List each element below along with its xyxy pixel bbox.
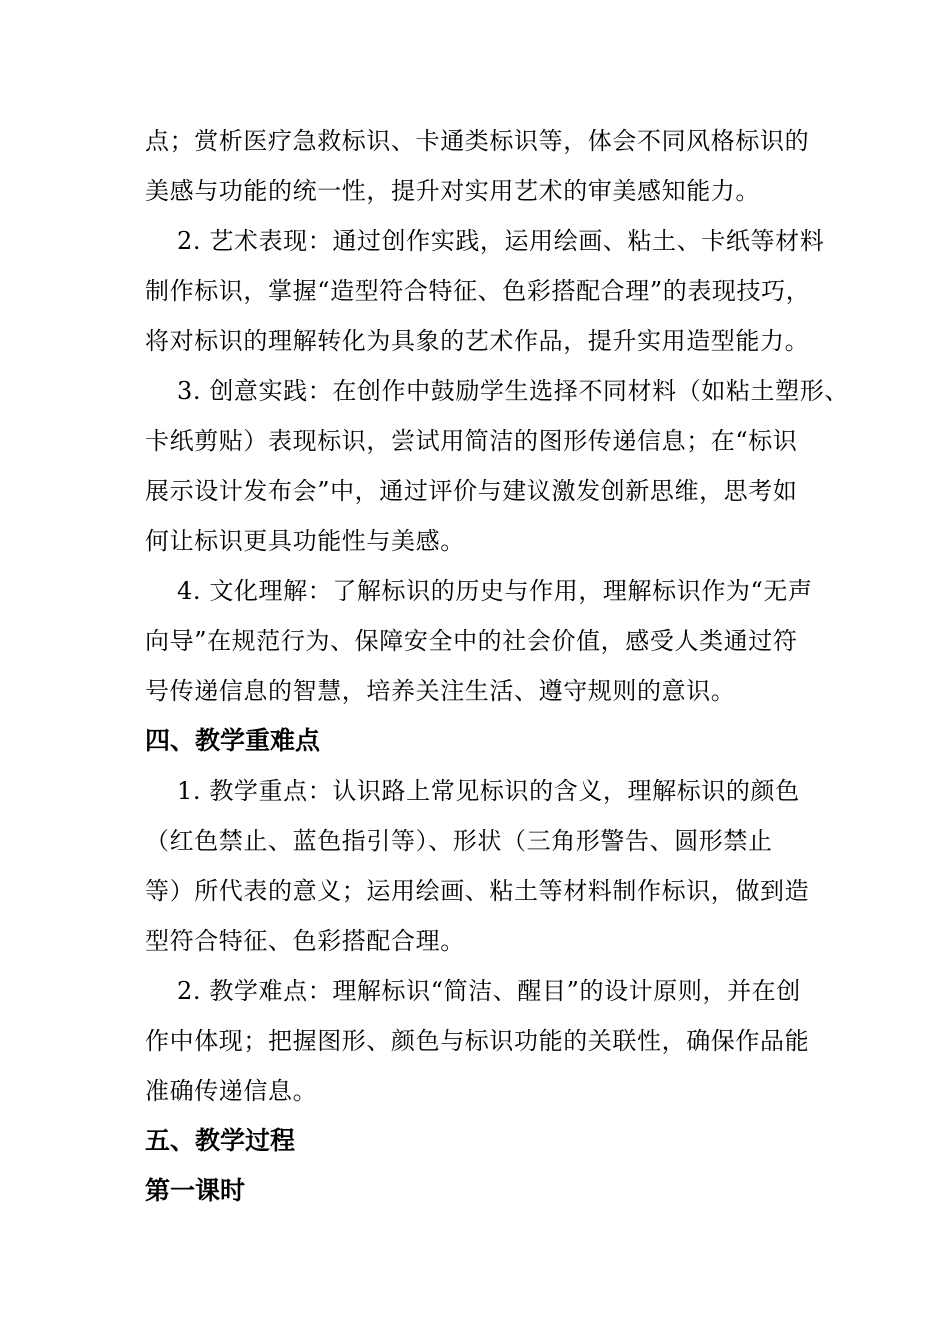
text-line: 将对标识的理解转化为具象的艺术作品，提升实用造型能力。 bbox=[145, 327, 810, 355]
paragraph-teaching-focus bbox=[145, 766, 810, 966]
text-line: 2. 教学难点：理解标识“简洁、醒目”的设计原则，并在创 bbox=[177, 977, 801, 1005]
text-line: 型符合特征、色彩搭配合理。 bbox=[145, 927, 465, 955]
text-line: 号传递信息的智慧，培养关注生活、遵守规则的意识。 bbox=[145, 677, 736, 705]
text-line: 向导”在规范行为、保障安全中的社会价值，感受人类通过符 bbox=[145, 627, 798, 655]
text-line: 卡纸剪贴）表现标识，尝试用简洁的图形传递信息；在“标识 bbox=[145, 427, 798, 455]
paragraph-artistic-expression bbox=[145, 216, 825, 366]
paragraph-aesthetic-appreciation-continued bbox=[145, 116, 810, 216]
text-line: 作中体现；把握图形、颜色与标识功能的关联性，确保作品能 bbox=[145, 1027, 810, 1055]
section-heading-teaching-process: 五、教学过程 bbox=[145, 1126, 296, 1155]
paragraph-teaching-difficulty bbox=[145, 966, 810, 1116]
text-line: （红色禁止、蓝色指引等）、形状（三角形警告、圆形禁止 bbox=[145, 827, 773, 855]
text-line: 3. 创意实践：在创作中鼓励学生选择不同材料（如粘土塑形、 bbox=[177, 377, 849, 405]
page-content bbox=[145, 116, 849, 1216]
text-line: 何让标识更具功能性与美感。 bbox=[145, 527, 465, 555]
text-line: 展示设计发布会”中，通过评价与建议激发创新思维，思考如 bbox=[145, 477, 798, 505]
text-line: 美感与功能的统一性，提升对实用艺术的审美感知能力。 bbox=[145, 177, 760, 205]
paragraph-creative-practice bbox=[145, 366, 849, 566]
paragraph-cultural-understanding bbox=[145, 566, 813, 716]
section-heading-key-points: 四、教学重难点 bbox=[145, 726, 321, 755]
text-line: 2. 艺术表现：通过创作实践，运用绘画、粘土、卡纸等材料 bbox=[177, 227, 825, 255]
text-line: 1. 教学重点：认识路上常见标识的含义，理解标识的颜色 bbox=[177, 777, 800, 805]
text-line: 制作标识，掌握“造型符合特征、色彩搭配合理”的表现技巧， bbox=[145, 277, 811, 305]
text-line: 4. 文化理解：了解标识的历史与作用，理解标识作为“无声 bbox=[177, 577, 813, 605]
subheading-first-lesson: 第一课时 bbox=[145, 1176, 246, 1205]
text-line: 等）所代表的意义；运用绘画、粘土等材料制作标识，做到造 bbox=[145, 877, 810, 905]
text-line: 准确传递信息。 bbox=[145, 1077, 318, 1105]
text-line: 点；赏析医疗急救标识、卡通类标识等，体会不同风格标识的 bbox=[145, 127, 810, 155]
